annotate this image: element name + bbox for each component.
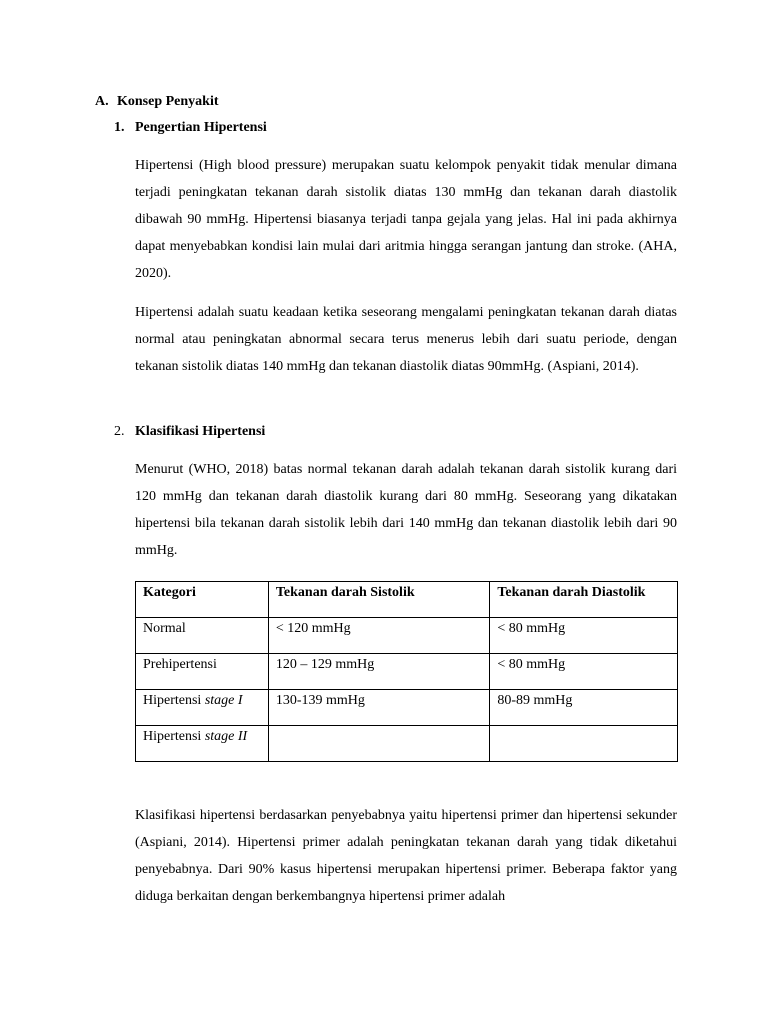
paragraph-classification: Menurut (WHO, 2018) batas normal tekanan darah adalah tekanan darah sistolik kurang dari 120 mmHg dan tekanan darah diastolik kurang dari 80 mmHg. Seseorang yang dikatakan hipertensi bila tekanan darah sistolik lebih dari 140 mmHg dan tekanan diastolik lebih dari 90 mmHg.	[135, 462, 677, 558]
table-cell-diastolik	[490, 726, 678, 762]
table-header-cell: Tekanan darah Sistolik	[268, 582, 490, 618]
section-heading	[95, 94, 219, 110]
table-header-cell: Tekanan darah Diastolik	[490, 582, 678, 618]
table-row	[136, 726, 678, 762]
subsection-title: Pengertian Hipertensi	[135, 120, 267, 135]
table-header-row	[136, 582, 678, 618]
paragraph-definition-1: Hipertensi (High blood pressure) merupakan suatu kelompok penyakit tidak menular dimana terjadi peningkatan tekanan darah sistolik diatas 130 mmHg dan tekanan darah diastolik dibawah 90 mmHg. Hipertensi biasanya terjadi tanpa gejala yang jelas. Hal ini pada akhirnya dapat menyebabkan kondisi lain mulai dari aritmia hingga serangan jantung dan stroke. (AHA, 2020).	[135, 158, 677, 281]
classification-table	[135, 581, 678, 762]
table-cell-sistolik: 120 – 129 mmHg	[268, 654, 490, 690]
table-header-cell: Kategori	[136, 582, 269, 618]
paragraph-closing: Klasifikasi hipertensi berdasarkan penyebabnya yaitu hipertensi primer dan hipertensi sekunder (Aspiani, 2014). Hipertensi primer adalah peningkatan tekanan darah yang tidak diketahui penyebabnya. Dari 90% kasus hipertensi merupakan hipertensi primer. Beberapa faktor yang diduga berkaitan dengan berkembangnya hipertensi primer adalah	[135, 808, 677, 904]
subsection-heading-pengertian	[114, 120, 267, 136]
table-row	[136, 654, 678, 690]
paragraph-definition-2: Hipertensi adalah suatu keadaan ketika seseorang mengalami peningkatan tekanan darah diatas normal atau peningkatan abnormal secara terus menerus lebih dari suatu periode, dengan tekanan sistolik diatas 140 mmHg dan tekanan diastolik diatas 90mmHg. (Aspiani, 2014).	[135, 305, 677, 374]
subsection-title: Klasifikasi Hipertensi	[135, 424, 266, 439]
table-row	[136, 618, 678, 654]
subsection-heading-klasifikasi	[114, 424, 265, 440]
table-cell-sistolik	[268, 726, 490, 762]
section-title: Konsep Penyakit	[117, 94, 219, 109]
subsection-number: 2.	[114, 424, 125, 439]
table-cell-sistolik: 130-139 mmHg	[268, 690, 490, 726]
table-cell-kategori: Normal	[136, 618, 269, 654]
table-cell-kategori: Hipertensi stage I	[136, 690, 269, 726]
table-cell-kategori: Hipertensi stage II	[136, 726, 269, 762]
table-cell-diastolik: < 80 mmHg	[490, 654, 678, 690]
table-cell-sistolik: < 120 mmHg	[268, 618, 490, 654]
section-letter: A.	[95, 94, 109, 109]
table-cell-kategori: Prehipertensi	[136, 654, 269, 690]
subsection-number: 1.	[114, 120, 125, 135]
table-row	[136, 690, 678, 726]
table-cell-diastolik: 80-89 mmHg	[490, 690, 678, 726]
table-cell-diastolik: < 80 mmHg	[490, 618, 678, 654]
